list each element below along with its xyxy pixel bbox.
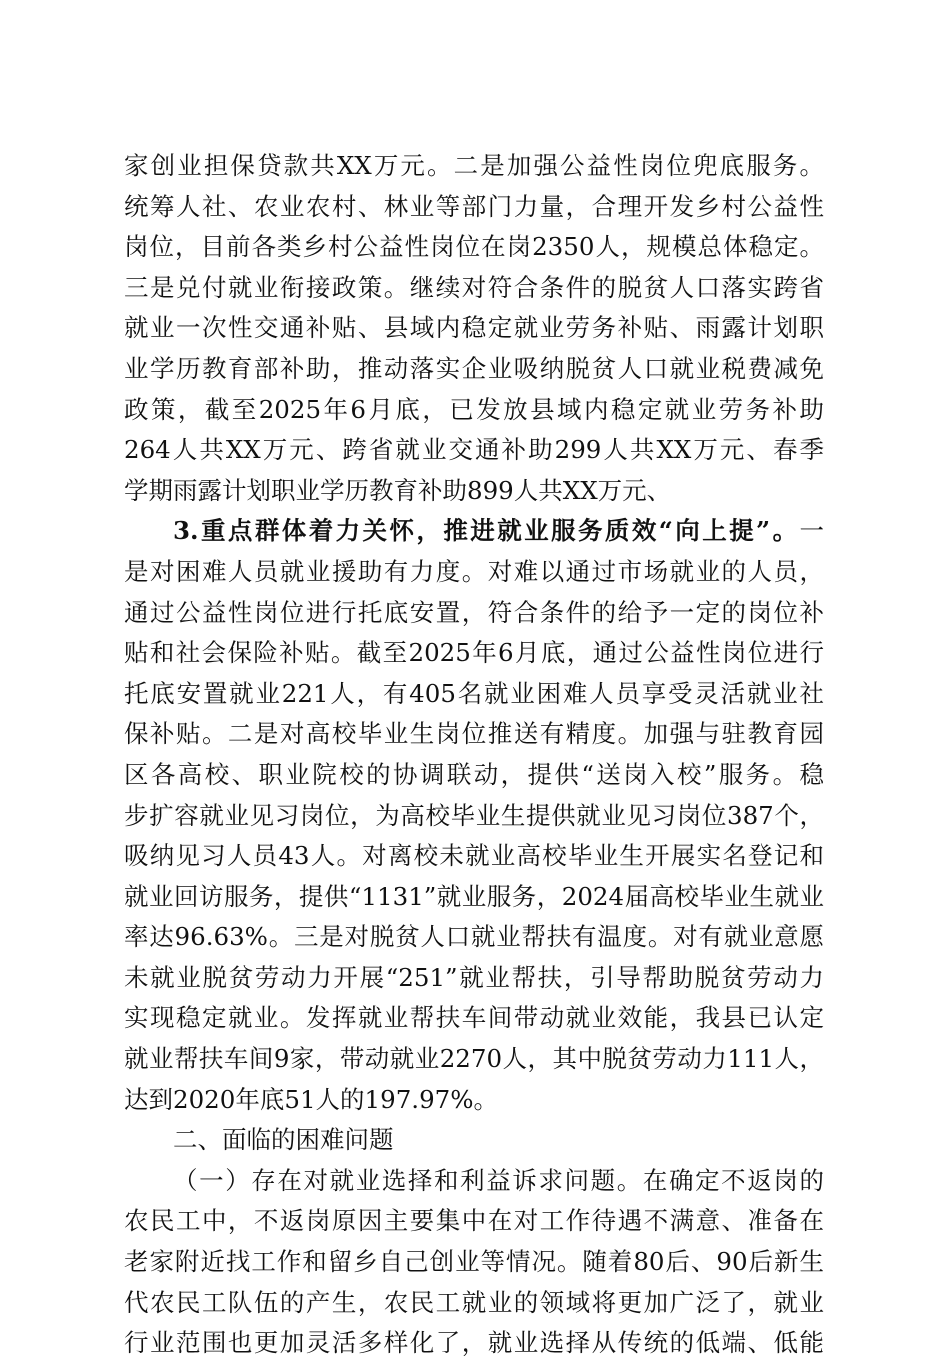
subsection-lead: （一）存在对就业选择和利益诉求问题。 (173, 1165, 643, 1195)
text-line: 学期雨露计划职业学历教育补助899人共XX万元、 (124, 475, 672, 505)
text-line: 代农民工队伍的产生，农民工就业的领域将更加广泛了，就业 (124, 1287, 824, 1317)
text-line: 264人共XX万元、跨省就业交通补助299人共XX万元、春季 (124, 435, 824, 465)
text-line: 就业回访服务，提供“1131”就业服务，2024届高校毕业生就业 (124, 881, 824, 911)
text-line: 农民工中，不返岗原因主要集中在对工作待遇不满意、准备在 (124, 1206, 824, 1236)
text-line: 区各高校、职业院校的协调联动，提供“送岗入校”服务。稳 (124, 759, 824, 789)
text-line: 率达96.63%。三是对脱贫人口就业帮扶有温度。对有就业意愿 (124, 922, 824, 952)
text-line: 政策，截至2025年6月底，已发放县域内稳定就业劳务补助 (124, 394, 824, 424)
paragraph-difficulties (124, 1161, 824, 1364)
text-line: 统筹人社、农业农村、林业等部门力量，合理开发乡村公益性 (124, 191, 824, 221)
bold-lead-sentence: 3.重点群体着力关怀，推进就业服务质效“向上提”。 (173, 516, 800, 546)
text-line: 岗位，目前各类乡村公益性岗位在岗2350人，规模总体稳定。 (124, 232, 824, 262)
text-line: 托底安置就业221人，有405名就业困难人员享受灵活就业社 (124, 678, 824, 708)
document-body (124, 146, 824, 1364)
section-title: 二、面临的困难问题 (173, 1125, 394, 1155)
text-line: 家创业担保贷款共XX万元。二是加强公益性岗位兜底服务。 (124, 151, 824, 180)
text-line: 是对困难人员就业援助有力度。对难以通过市场就业的人员， (124, 556, 824, 586)
text-line: 就业帮扶车间9家，带动就业2270人，其中脱贫劳动力111人， (124, 1044, 824, 1074)
text-line: 三是兑付就业衔接政策。继续对符合条件的脱贫人口落实跨省 (124, 272, 824, 302)
text-line (124, 511, 824, 552)
lead-continuation: 一 (799, 516, 824, 546)
text-line: 未就业脱贫劳动力开展“251”就业帮扶，引导帮助脱贫劳动力 (124, 962, 824, 992)
text-line: 就业一次性交通补贴、县域内稳定就业劳务补贴、雨露计划职 (124, 313, 824, 343)
text-line: 贴和社会保险补贴。截至2025年6月底，通过公益性岗位进行 (124, 638, 824, 668)
lead-continuation: 在确定不返岗的 (642, 1165, 824, 1195)
text-line: 行业范围也更加灵活多样化了，就业选择从传统的低端、低能 (124, 1328, 824, 1358)
paragraph-key-groups (124, 511, 824, 1120)
text-line: 老家附近找工作和留乡自己创业等情况。随着80后、90后新生 (124, 1247, 824, 1277)
paragraph-employment-support (124, 146, 824, 511)
text-line: 达到2020年底51人的197.97%。 (124, 1084, 499, 1114)
text-line: 保补贴。二是对高校毕业生岗位推送有精度。加强与驻教育园 (124, 719, 824, 749)
section-heading (124, 1120, 824, 1161)
text-line: 步扩容就业见习岗位，为高校毕业生提供就业见习岗位387个， (124, 800, 824, 830)
text-line (124, 1161, 824, 1202)
text-line: 实现稳定就业。发挥就业帮扶车间带动就业效能，我县已认定 (124, 1003, 824, 1033)
text-line: 业学历教育部补助，推动落实企业吸纳脱贫人口就业税费减免 (124, 353, 824, 383)
text-line: 通过公益性岗位进行托底安置，符合条件的给予一定的岗位补 (124, 597, 824, 627)
text-line: 吸纳见习人员43人。对离校未就业高校毕业生开展实名登记和 (124, 841, 824, 871)
